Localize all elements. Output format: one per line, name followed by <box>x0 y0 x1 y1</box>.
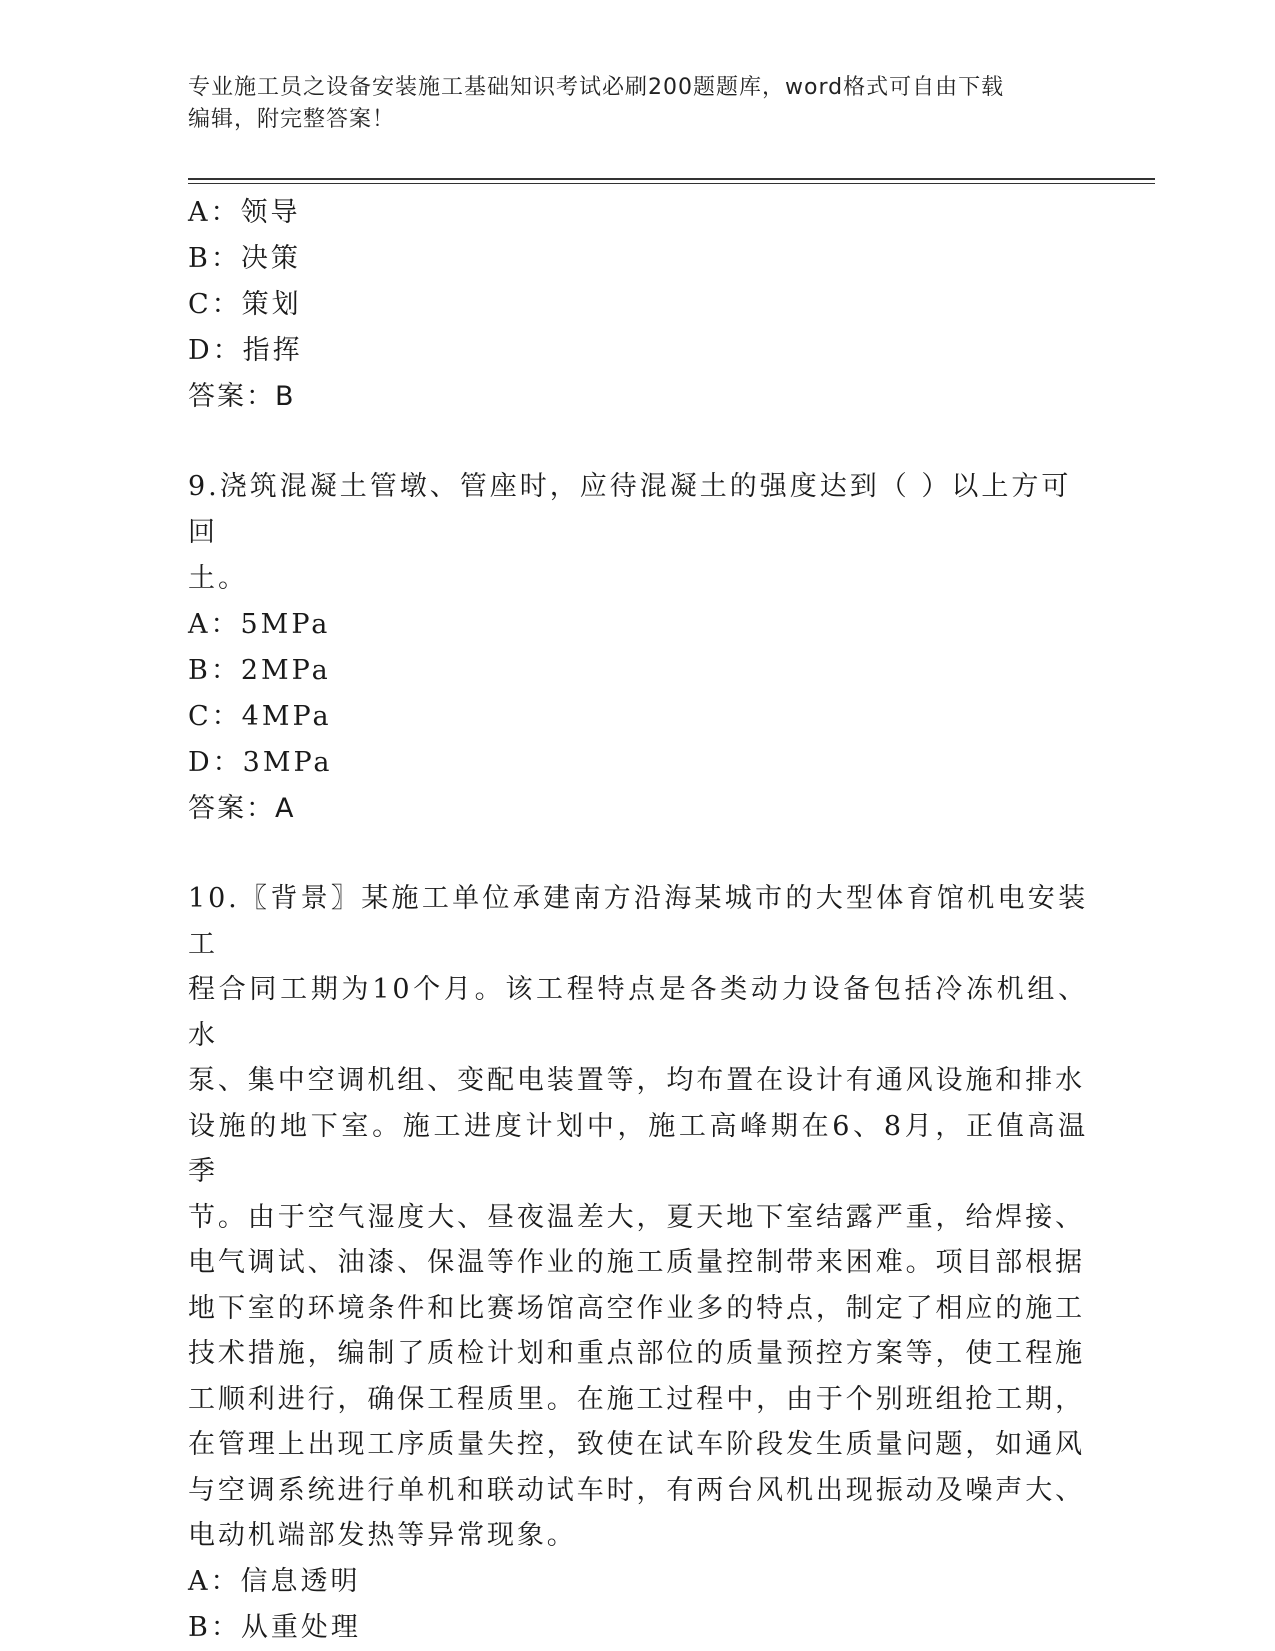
option-b <box>188 1605 1088 1651</box>
option-d <box>188 328 1088 374</box>
stem-line: 设施的地下室。施工进度计划中，施工高峰期在6、8月，正值高温季 <box>188 1110 1088 1187</box>
question-8-options <box>188 190 1088 420</box>
question-8-answer: 答案：B <box>188 381 296 412</box>
option-letter: D： <box>188 747 243 778</box>
option-text: 从重处理 <box>240 1611 361 1643</box>
stem-line: 与空调系统进行单机和联动试车时，有两台风机出现振动及噪声大、 <box>188 1474 1085 1506</box>
option-d <box>188 740 1088 786</box>
question-10-stem <box>188 876 1088 1559</box>
spacer <box>188 832 1088 876</box>
option-letter: B： <box>188 655 241 686</box>
option-text: 决策 <box>240 243 301 274</box>
question-10 <box>188 876 1088 1651</box>
stem-line: 技术措施，编制了质检计划和重点部位的质量预控方案等，使工程施 <box>188 1338 1085 1369</box>
option-letter: B： <box>188 243 241 274</box>
stem-line: 10.〖背景〗某施工单位承建南方沿海某城市的大型体育馆机电安装工 <box>188 883 1088 960</box>
option-a <box>188 1559 1088 1605</box>
option-letter: C： <box>188 701 242 732</box>
option-letter: B： <box>188 1611 241 1643</box>
option-letter: A： <box>188 609 241 640</box>
stem-line: 节。由于空气湿度大、昼夜温差大，夏天地下室结露严重，给焊接、 <box>188 1201 1085 1233</box>
header-divider-thin <box>188 183 1155 184</box>
option-text: 信息透明 <box>240 1565 361 1597</box>
stem-line: 工顺利进行，确保工程质里。在施工过程中，由于个别班组抢工期， <box>188 1383 1085 1415</box>
option-letter: C： <box>188 289 242 320</box>
option-text: 5MPa <box>240 609 331 640</box>
option-b <box>188 236 1088 282</box>
option-c <box>188 282 1088 328</box>
option-a <box>188 602 1088 648</box>
option-text: 2MPa <box>240 655 331 686</box>
document-header <box>188 72 1068 136</box>
question-9-stem-line-1: 9.浇筑混凝土管墩、管座时，应待混凝土的强度达到（ ）以上方可回 <box>188 471 1072 548</box>
stem-line: 地下室的环境条件和比赛场馆高空作业多的特点，制定了相应的施工 <box>188 1292 1085 1324</box>
spacer <box>188 420 1088 464</box>
header-divider-thick <box>188 178 1155 180</box>
header-line-2: 编辑，附完整答案！ <box>188 107 396 132</box>
stem-line: 电动机端部发热等异常现象。 <box>188 1520 577 1551</box>
option-text: 指挥 <box>242 335 303 366</box>
question-9 <box>188 464 1088 832</box>
document-body <box>188 190 1088 1651</box>
option-text: 4MPa <box>241 701 332 732</box>
option-text: 策划 <box>241 289 302 320</box>
option-text: 3MPa <box>242 747 333 778</box>
question-9-stem-line-2: 土。 <box>188 563 248 594</box>
header-line-1: 专业施工员之设备安装施工基础知识考试必刷200题题库，word格式可自由下载 <box>188 75 1005 100</box>
stem-line: 在管理上出现工序质量失控，致使在试车阶段发生质量问题，如通风 <box>188 1429 1085 1460</box>
option-letter: A： <box>188 1565 241 1597</box>
option-letter: A： <box>188 197 241 228</box>
stem-line: 电气调试、油漆、保温等作业的施工质量控制带来困难。项目部根据 <box>188 1247 1085 1278</box>
stem-line: 程合同工期为10个月。该工程特点是各类动力设备包括冷冻机组、水 <box>188 974 1088 1051</box>
stem-line: 泵、集中空调机组、变配电装置等，均布置在设计有通风设施和排水 <box>188 1065 1085 1096</box>
option-c <box>188 694 1088 740</box>
option-text: 领导 <box>240 197 301 228</box>
option-a <box>188 190 1088 236</box>
option-b <box>188 648 1088 694</box>
option-letter: D： <box>188 335 243 366</box>
question-9-answer: 答案：A <box>188 793 296 824</box>
